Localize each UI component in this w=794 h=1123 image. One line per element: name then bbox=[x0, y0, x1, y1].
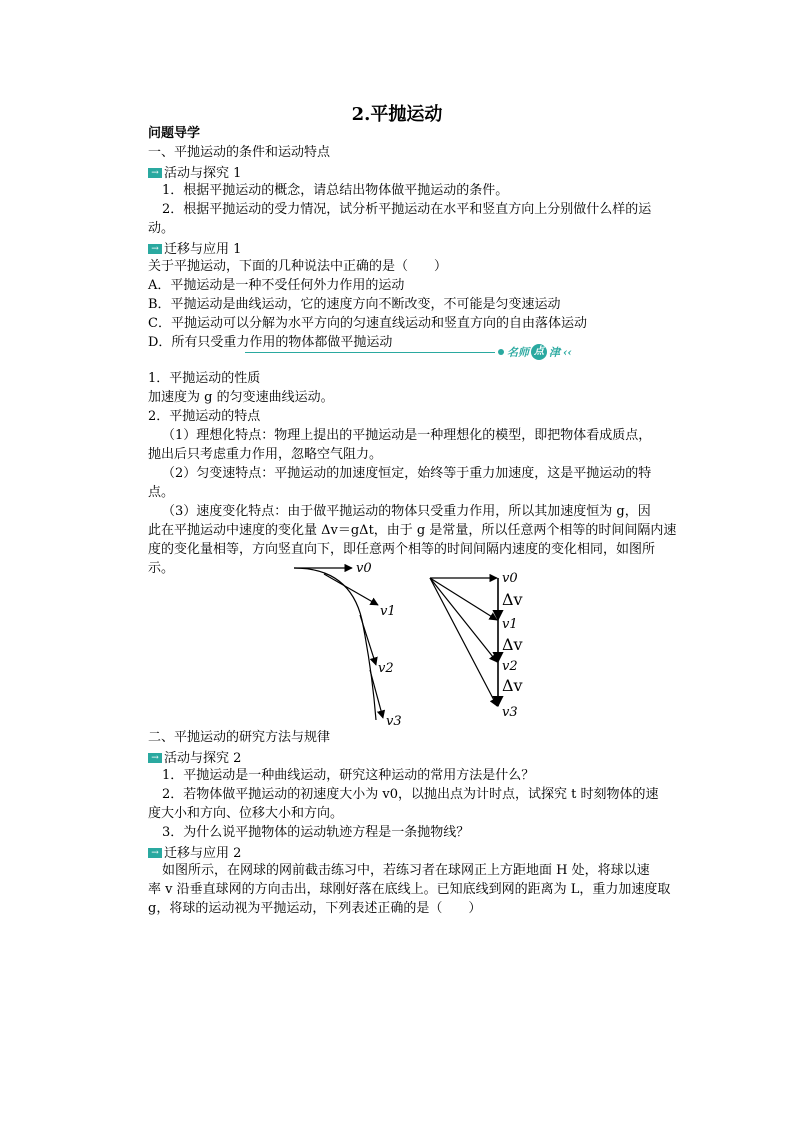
label-left-v2: v2 bbox=[378, 661, 394, 676]
sec2-heading: 二、平抛运动的研究方法与规律 bbox=[148, 730, 331, 745]
divider-line bbox=[245, 352, 495, 353]
page-title: 2.平抛运动 bbox=[351, 104, 443, 125]
notes-1: 1．平抛运动的性质 bbox=[148, 371, 261, 386]
trajectory-curve bbox=[294, 568, 376, 720]
sec2-activity: → 活动与探究 2 bbox=[148, 747, 676, 768]
label-right-dv3: Δv bbox=[502, 676, 523, 695]
notes-p2b: 点。 bbox=[148, 485, 175, 500]
teacher-tip-badge: 名师 点 津 ‹‹ bbox=[495, 343, 572, 361]
sec1-stem: 关于平抛运动，下面的几种说法中正确的是（ ） bbox=[148, 259, 448, 274]
velocity-arrow-v1 bbox=[324, 574, 378, 605]
arrow-tag-icon: → bbox=[148, 848, 162, 858]
label-right-dv1: Δv bbox=[502, 590, 523, 609]
sec2-paragraph-3: g，将球的运动视为平抛运动，下列表述正确的是（ ） bbox=[148, 901, 482, 916]
sec1-question-2a: 2．根据平抛运动的受力情况，试分析平抛运动在水平和竖直方向上分别做什么样的运 bbox=[162, 202, 652, 217]
label-right-v3: v3 bbox=[502, 705, 518, 720]
arrow-tag-icon: → bbox=[148, 244, 162, 254]
label-right-dv2: Δv bbox=[502, 635, 523, 654]
arrow-tag-icon: → bbox=[148, 753, 162, 763]
notes-p1a: （1）理想化特点：物理上提出的平抛运动是一种理想化的模型，即把物体看成质点， bbox=[162, 428, 652, 443]
sec2-question-3: 3．为什么说平抛物体的运动轨迹方程是一条抛物线？ bbox=[162, 825, 470, 840]
section-guide: 问题导学 bbox=[148, 126, 201, 141]
label-left-v1: v1 bbox=[380, 604, 396, 619]
sec1-heading: 一、平抛运动的条件和运动特点 bbox=[148, 145, 331, 160]
velocity-arrow-v2 bbox=[360, 615, 376, 665]
notes-p3b: 此在平抛运动中速度的变化量 Δv＝gΔt，由于 g 是常量，所以任意两个相等的时间间隔内速 bbox=[148, 523, 677, 538]
vector-v1 bbox=[430, 578, 497, 620]
label-left-v0: v0 bbox=[356, 561, 372, 576]
vector-v2 bbox=[430, 578, 497, 662]
velocity-arrow-v3 bbox=[370, 670, 383, 718]
option-c: C．平抛运动可以分解为水平方向的匀速直线运动和竖直方向的自由落体运动 bbox=[148, 316, 587, 331]
notes-2: 2．平抛运动的特点 bbox=[148, 409, 261, 424]
notes-1-body: 加速度为 g 的匀变速曲线运动。 bbox=[148, 390, 334, 405]
sec2-paragraph-1: 如图所示，在网球的网前截击练习中，若练习者在球网正上方距地面 H 处，将球以速 bbox=[162, 863, 650, 878]
notes-p1b: 抛出后只考虑重力作用，忽略空气阻力。 bbox=[148, 447, 383, 462]
sec1-question-2b: 动。 bbox=[148, 221, 175, 236]
sec1-question-1: 1．根据平抛运动的概念，请总结出物体做平抛运动的条件。 bbox=[162, 183, 509, 198]
label-right-v1: v1 bbox=[502, 617, 518, 632]
option-a: A．平抛运动是一种不受任何外力作用的运动 bbox=[148, 278, 405, 293]
sec2-paragraph-2: 率 v 沿垂直球网的方向击出，球刚好落在底线上。已知底线到网的距离为 L，重力加速度取 bbox=[148, 882, 671, 897]
sec2-transfer: → 迁移与应用 2 bbox=[148, 842, 676, 863]
sec2-question-2b: 度大小和方向、位移大小和方向。 bbox=[148, 806, 344, 821]
label-right-v2: v2 bbox=[502, 659, 518, 674]
label-left-v3: v3 bbox=[386, 714, 402, 729]
notes-p3d: 示。 bbox=[148, 561, 175, 576]
notes-p2a: （2）匀变速特点：平抛运动的加速度恒定，始终等于重力加速度，这是平抛运动的特 bbox=[162, 466, 652, 481]
notes-p3c: 度的变化量相等，方向竖直向下，即任意两个相等的时间间隔内速度的变化相同，如图所 bbox=[148, 542, 656, 557]
sec1-activity: → 活动与探究 1 bbox=[148, 162, 676, 183]
sec2-question-2a: 2．若物体做平抛运动的初速度大小为 v0，以抛出点为计时点，试探究 t 时刻物体的速 bbox=[162, 787, 659, 802]
notes-p3a: （3）速度变化特点：由于做平抛运动的物体只受重力作用，所以其加速度恒为 g，因 bbox=[162, 504, 651, 519]
option-b: B．平抛运动是曲线运动，它的速度方向不断改变，不可能是匀变速运动 bbox=[148, 297, 561, 312]
label-right-v0: v0 bbox=[502, 571, 518, 586]
sec2-question-1: 1．平抛运动是一种曲线运动，研究这种运动的常用方法是什么？ bbox=[162, 768, 535, 783]
arrow-tag-icon: → bbox=[148, 168, 162, 178]
velocity-diagram bbox=[280, 560, 540, 735]
sec1-transfer: → 迁移与应用 1 bbox=[148, 238, 676, 259]
option-d: D．所有只受重力作用的物体都做平抛运动 bbox=[148, 335, 393, 350]
vector-v3 bbox=[430, 578, 497, 706]
